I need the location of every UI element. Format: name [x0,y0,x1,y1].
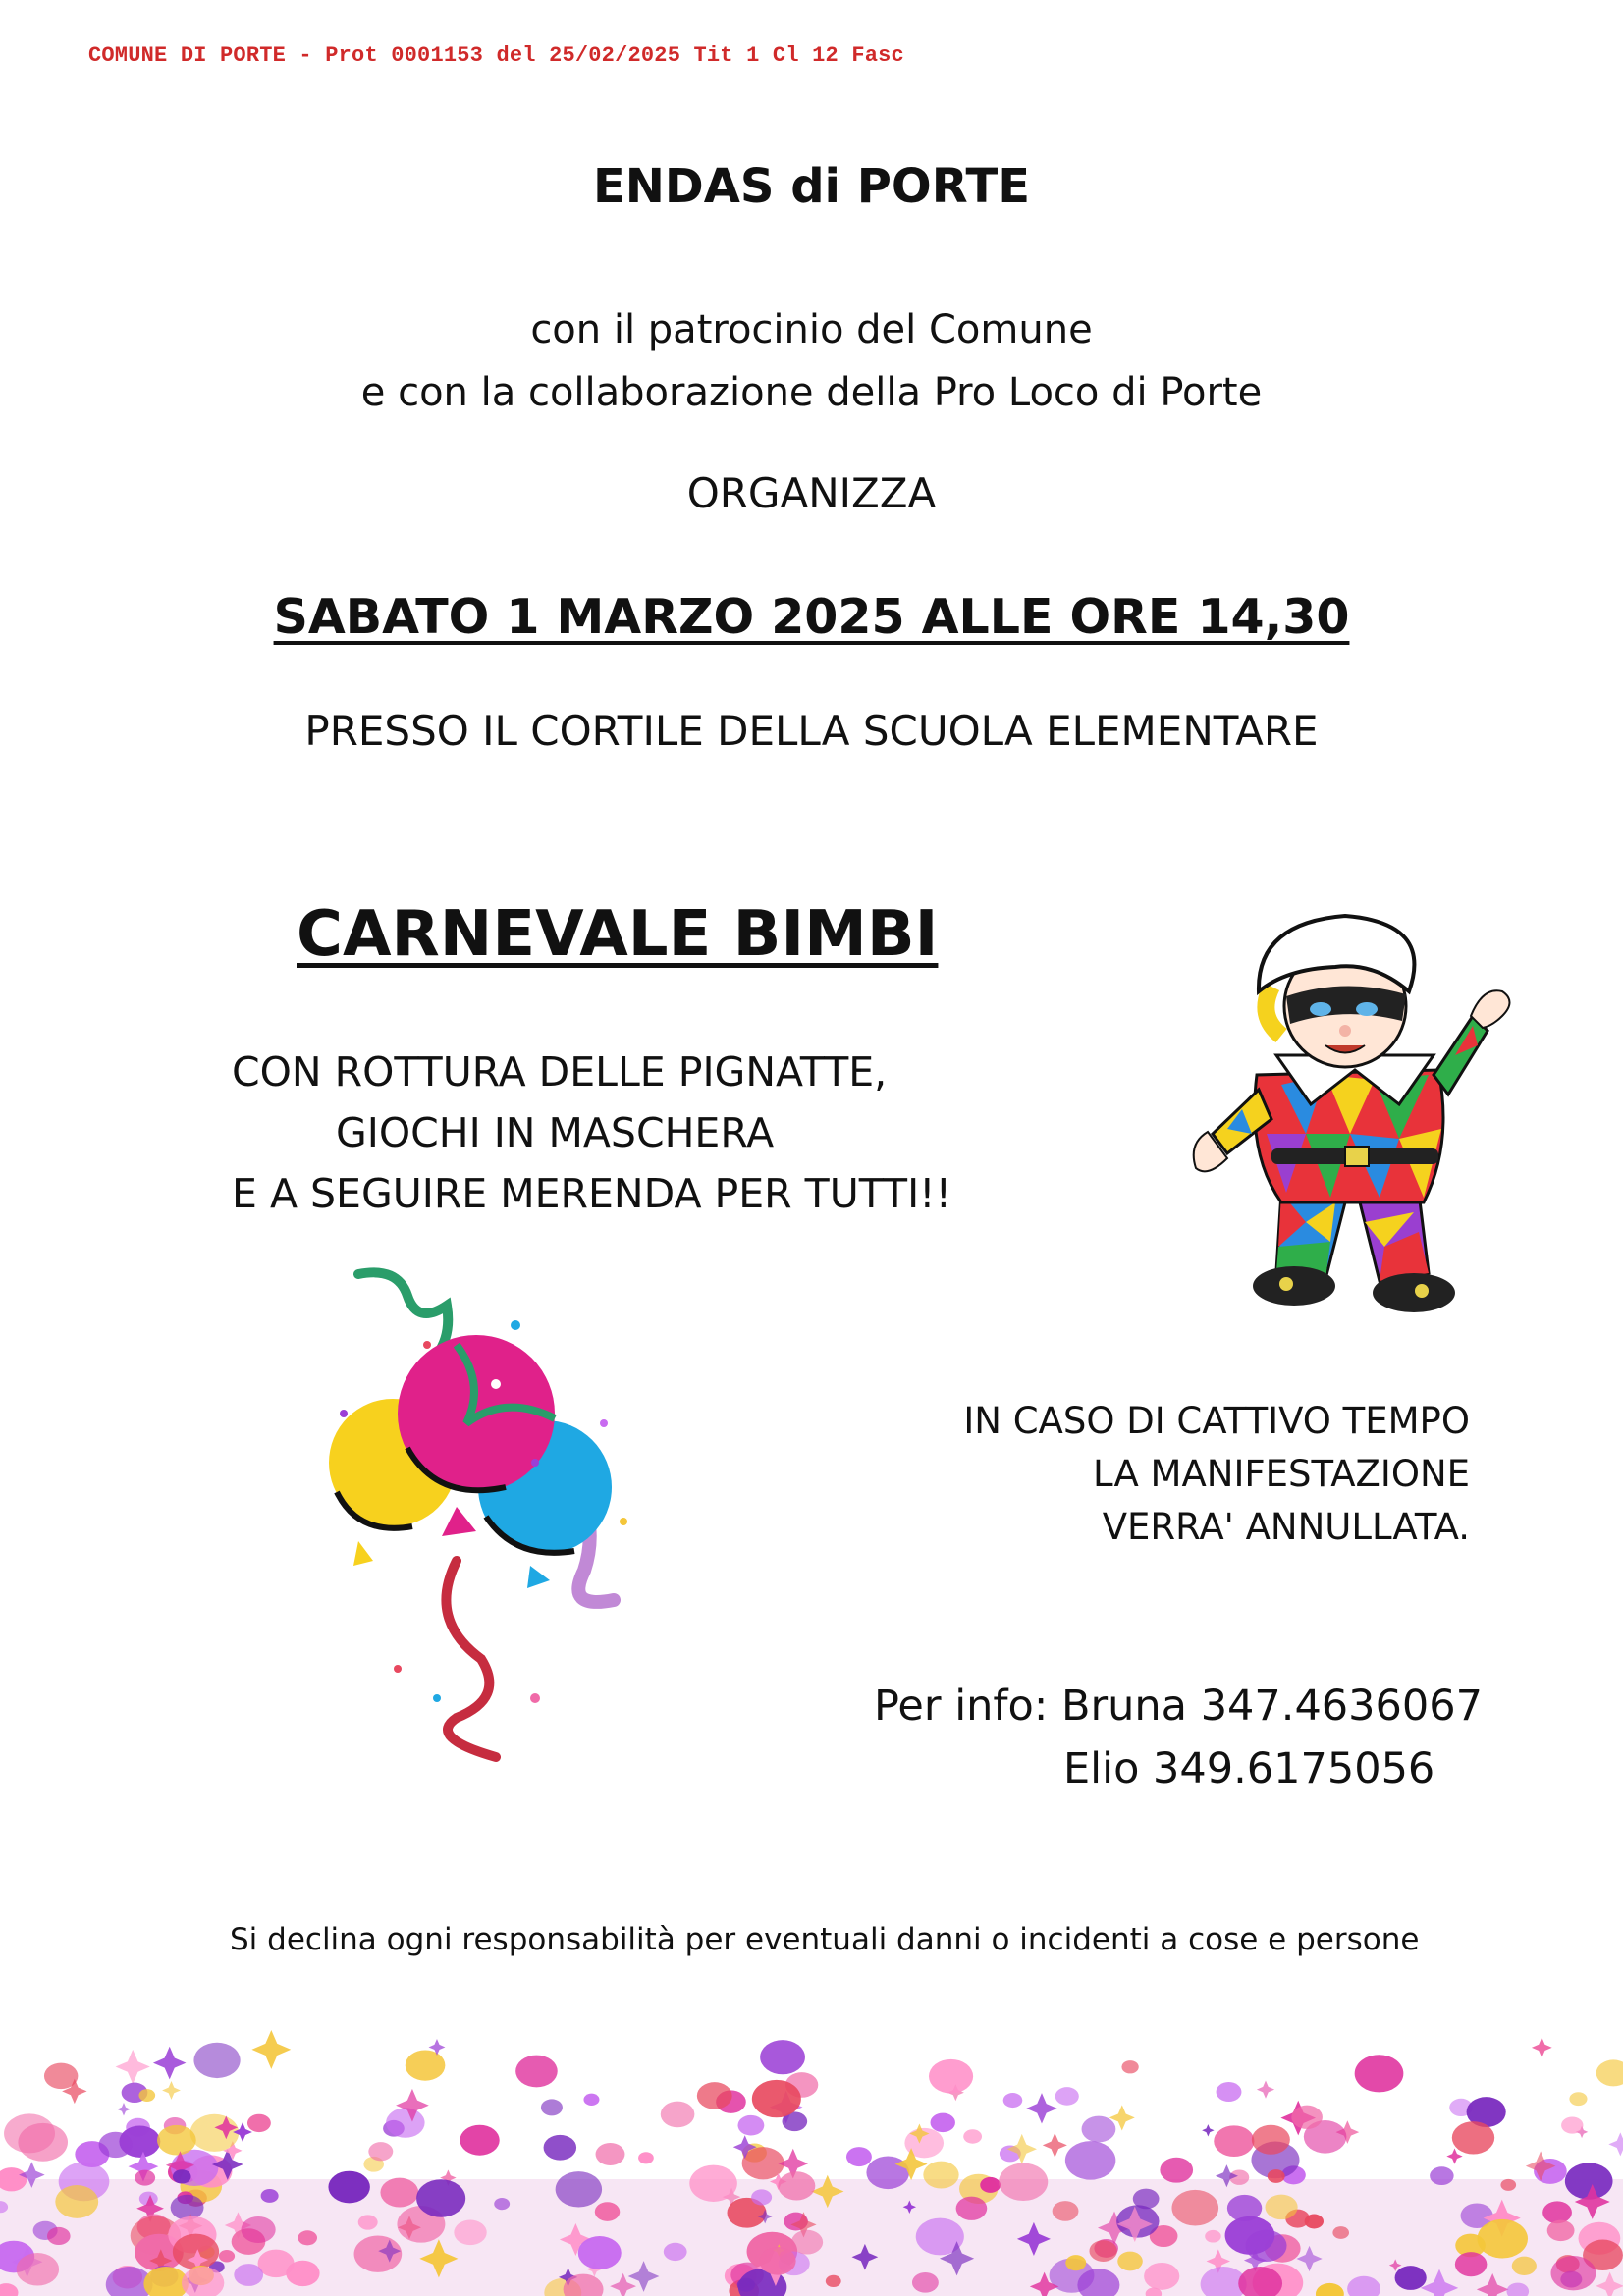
confetti-piece [157,2125,196,2156]
confetti-piece [999,2163,1048,2201]
confetti-piece [596,2143,625,2165]
confetti-piece [380,2178,418,2208]
confetti-piece [1026,2093,1056,2123]
patronage-line-2: e con la collaborazione della Pro Loco di Porte [360,370,1263,415]
confetti-piece [1082,2116,1116,2143]
confetti-piece [494,2198,510,2210]
confetti-piece [298,2230,317,2245]
confetti-piece [1043,2133,1067,2158]
confetti-piece [190,2114,240,2152]
confetti-piece [1455,2252,1488,2276]
confetti-piece [956,2197,988,2220]
confetti-piece [1117,2252,1143,2271]
confetti-piece [1547,2220,1575,2241]
weather-line: LA MANIFESTAZIONE [1093,1453,1470,1495]
contact-info [874,1675,1483,1800]
confetti-piece [354,2235,403,2271]
confetti-piece [328,2171,369,2204]
confetti-piece [138,2089,155,2102]
confetti-piece [826,2275,841,2287]
confetti-piece [1291,2106,1323,2129]
confetti-piece [759,2247,795,2275]
confetti-piece [55,2185,98,2218]
event-venue: PRESSO IL CORTILE DELLA SCUOLA ELEMENTARE [304,707,1319,755]
confetti-piece [1053,2201,1079,2221]
activities-list [232,1041,951,1224]
confetti-piece [460,2125,499,2156]
confetti-piece [595,2202,620,2221]
confetti-piece [1160,2158,1193,2183]
confetti-piece [583,2094,599,2106]
confetti-piece [117,2103,130,2115]
confetti-piece [1133,2189,1160,2210]
confetti-piece [1065,2141,1115,2180]
event-date-time: SABATO 1 MARZO 2025 ALLE ORE 14,30 [273,589,1350,645]
confetti-piece [1214,2125,1254,2157]
confetti-piece [242,2216,276,2243]
patronage-line-1: con il patrocinio del Comune [530,307,1093,352]
confetti-piece [1569,2092,1587,2106]
contact-line-1: Per info: Bruna 347.4636067 [874,1682,1483,1731]
confetti-border-illustration [0,2022,1623,2296]
confetti-piece [17,2253,60,2285]
confetti-piece [929,2059,973,2094]
confetti-piece [751,2189,772,2205]
confetti-piece [1205,2230,1220,2243]
event-name: CARNEVALE BIMBI [297,898,939,971]
confetti-piece [923,2162,958,2189]
weather-line: VERRA' ANNULLATA. [1102,1506,1470,1548]
activity-line: CON ROTTURA DELLE PIGNATTE, [232,1048,888,1095]
confetti-piece [1608,2132,1623,2156]
confetti-piece [286,2261,319,2286]
confetti-piece [1217,2082,1242,2102]
confetti-piece [664,2243,687,2261]
confetti-piece [1202,2124,1214,2136]
confetti-piece [1430,2166,1453,2185]
confetti-piece [1252,2125,1290,2155]
confetti-piece [1550,2256,1596,2290]
confetti-piece [358,2215,378,2229]
confetti-piece [454,2219,486,2245]
activity-line: E A SEGUIRE MERENDA PER TUTTI!! [232,1170,952,1217]
confetti-piece [1561,2116,1583,2133]
weather-line: IN CASO DI CATTIVO TEMPO [963,1400,1470,1442]
confetti-piece [193,2043,240,2078]
confetti-piece [173,2169,191,2183]
confetti-piece [1265,2195,1297,2220]
confetti-piece [541,2099,563,2115]
confetti-piece [1121,2060,1138,2073]
confetti-piece [1452,2121,1494,2154]
confetti-piece [1089,2240,1116,2262]
confetti-piece [689,2165,737,2202]
weather-notice [963,1395,1470,1554]
confetti-piece [760,2040,805,2074]
confetti-piece [1144,2263,1179,2290]
confetti-piece [116,2050,150,2084]
confetti-piece [556,2171,602,2207]
contact-line-2: Elio 349.6175056 [1063,1744,1435,1793]
confetti-piece [47,2227,71,2245]
confetti-piece [1596,2059,1623,2086]
confetti-piece [416,2179,465,2217]
confetti-piece [1171,2190,1218,2226]
confetti-piece [386,2108,424,2137]
confetti-piece [737,2278,755,2292]
confetti-piece [1268,2169,1285,2183]
confetti-piece [99,2132,133,2158]
activity-line: GIOCHI IN MASCHERA [336,1109,775,1156]
confetti-piece [251,2030,291,2069]
confetti-piece [1542,2201,1572,2223]
confetti-piece [153,2047,187,2080]
confetti-piece [1065,2255,1086,2270]
confetti-piece [638,2152,654,2163]
confetti-piece [1395,2266,1427,2290]
confetti-piece [515,2056,558,2088]
party-balloons-illustration [309,1266,663,1777]
organizer-title: ENDAS di PORTE [592,159,1031,214]
confetti-piece [737,2115,764,2136]
protocol-stamp: COMUNE DI PORTE - Prot 0001153 del 25/02/2025 Tit 1 Cl 12 Fasc [88,43,904,68]
confetti-piece [1478,2219,1528,2259]
harlequin-mascot-illustration [1188,908,1522,1340]
confetti-piece [18,2123,68,2162]
confetti-piece [912,2272,939,2293]
confetti-piece [135,2170,155,2186]
confetti-piece [697,2082,732,2109]
confetti-piece [1332,2226,1349,2239]
confetti-piece [778,2171,815,2200]
confetti-piece [1512,2257,1537,2275]
confetti-piece [1500,2179,1516,2191]
confetti-piece [162,2081,181,2100]
confetti-piece [406,2050,446,2080]
confetti-piece [980,2177,1001,2193]
confetti-piece [1532,2038,1552,2058]
confetti-piece [1055,2087,1079,2106]
confetti-piece [1003,2093,1023,2108]
confetti-piece [171,2195,204,2220]
confetti-piece [234,2264,263,2286]
confetti-piece [931,2113,955,2133]
confetti-piece [752,2080,801,2117]
confetti-piece [578,2236,622,2269]
harlequin-body [1255,1070,1443,1202]
confetti-piece [1355,2055,1404,2092]
patronage-text [0,298,1623,424]
confetti-piece [219,2250,235,2263]
confetti-piece [368,2142,393,2161]
confetti-piece [846,2147,872,2166]
confetti-piece [661,2102,695,2128]
confetti-piece [963,2129,982,2143]
confetti-piece [1225,2216,1275,2255]
confetti-piece [1257,2081,1274,2099]
organizza-label: ORGANIZZA [686,469,937,517]
confetti-piece [247,2114,271,2132]
confetti-piece [544,2135,577,2161]
confetti-piece [791,2230,823,2255]
confetti-piece [261,2189,279,2203]
disclaimer-text: Si declina ogni responsabilità per eventuali danni o incidenti a cose e persone [230,1922,1420,1957]
